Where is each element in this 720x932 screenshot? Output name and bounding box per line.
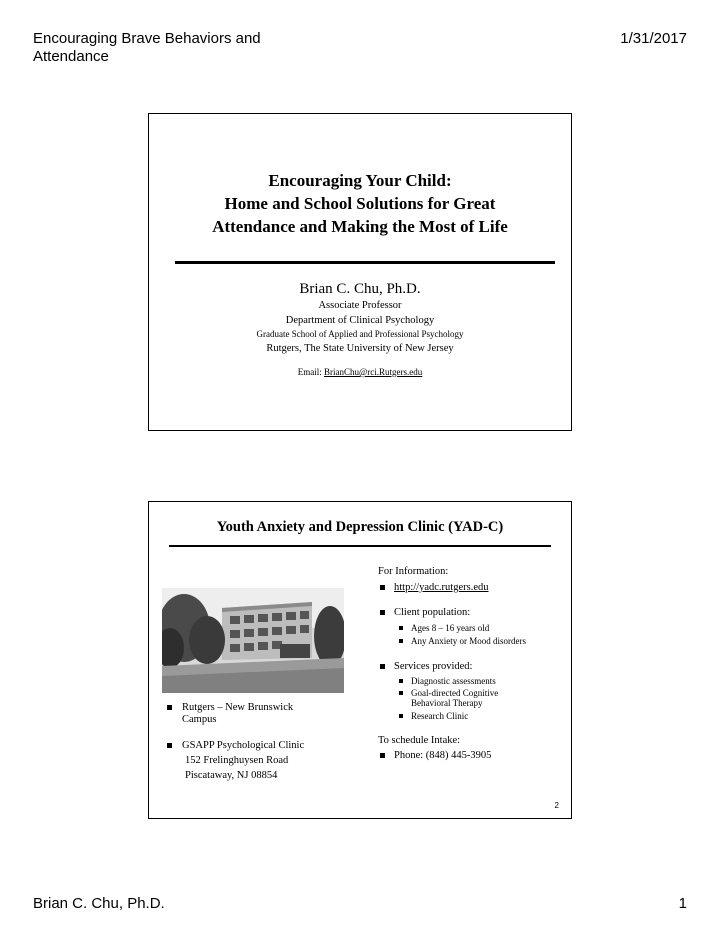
presenter-name: Brian C. Chu, Ph.D.	[299, 281, 421, 297]
email-link[interactable]: BrianChu@rci.Rutgers.edu	[323, 367, 423, 377]
service-item-research: Research Clinic	[411, 711, 469, 721]
campus-line-1: Rutgers – New Brunswick	[182, 702, 294, 713]
sub-bullet-icon	[399, 679, 403, 683]
slide-1-title	[149, 169, 571, 238]
presenter-email-line	[149, 367, 571, 377]
slide-number: 2	[554, 801, 559, 810]
service-item-cbt-line-1: Goal-directed Cognitive	[411, 688, 499, 698]
services-heading: Services provided:	[394, 661, 473, 672]
bullet-icon	[167, 743, 172, 748]
presenter-position: Associate Professor	[318, 300, 402, 311]
clinic-city: Piscataway, NJ 08854	[185, 770, 278, 781]
title-line-1: Encouraging Your Child:	[268, 171, 452, 190]
campus-line-2: Campus	[182, 714, 217, 725]
sub-bullet-icon	[399, 639, 403, 643]
email-label: Email:	[297, 367, 324, 377]
page-header-date: 1/31/2017	[620, 30, 687, 47]
slide-2-title: Youth Anxiety and Depression Clinic (YAD-C)	[216, 519, 504, 535]
client-item-disorders: Any Anxiety or Mood disorders	[411, 636, 526, 646]
service-item-diagnostic: Diagnostic assessments	[411, 676, 496, 686]
sub-bullet-icon	[399, 714, 403, 718]
page-footer-author: Brian C. Chu, Ph.D.	[33, 895, 165, 912]
presenter-school: Graduate School of Applied and Professional Psychology	[256, 329, 464, 339]
slide-1	[148, 113, 572, 431]
clinic-website-link[interactable]: http://yadc.rutgers.edu	[394, 582, 489, 593]
client-item-ages: Ages 8 – 16 years old	[411, 623, 490, 633]
intake-phone: Phone: (848) 445-3905	[394, 750, 492, 761]
clinic-building-photo	[162, 588, 344, 693]
title-line-3: Attendance and Making the Most of Life	[212, 217, 508, 236]
sub-bullet-icon	[399, 626, 403, 630]
client-heading: Client population:	[394, 607, 471, 618]
presenter-department: Department of Clinical Psychology	[285, 315, 435, 326]
presenter-university: Rutgers, The State University of New Jersey	[266, 343, 454, 354]
clinic-street: 152 Frelinghuysen Road	[185, 755, 289, 766]
info-heading: For Information:	[378, 566, 449, 577]
service-item-cbt-line-2: Behavioral Therapy	[411, 698, 483, 708]
title-divider	[175, 261, 555, 264]
bullet-icon	[380, 664, 385, 669]
slide-2	[148, 501, 572, 819]
sub-bullet-icon	[399, 691, 403, 695]
intake-heading: To schedule Intake:	[378, 735, 461, 746]
clinic-name: GSAPP Psychological Clinic	[182, 740, 305, 751]
bullet-icon	[380, 585, 385, 590]
page-footer-number: 1	[678, 895, 687, 912]
title-line-2: Home and School Solutions for Great	[224, 194, 496, 213]
bullet-icon	[167, 705, 172, 710]
bullet-icon	[380, 753, 385, 758]
page-header-title: Encouraging Brave Behaviors and Attendance	[33, 30, 261, 65]
bullet-icon	[380, 610, 385, 615]
title-divider	[169, 545, 551, 547]
